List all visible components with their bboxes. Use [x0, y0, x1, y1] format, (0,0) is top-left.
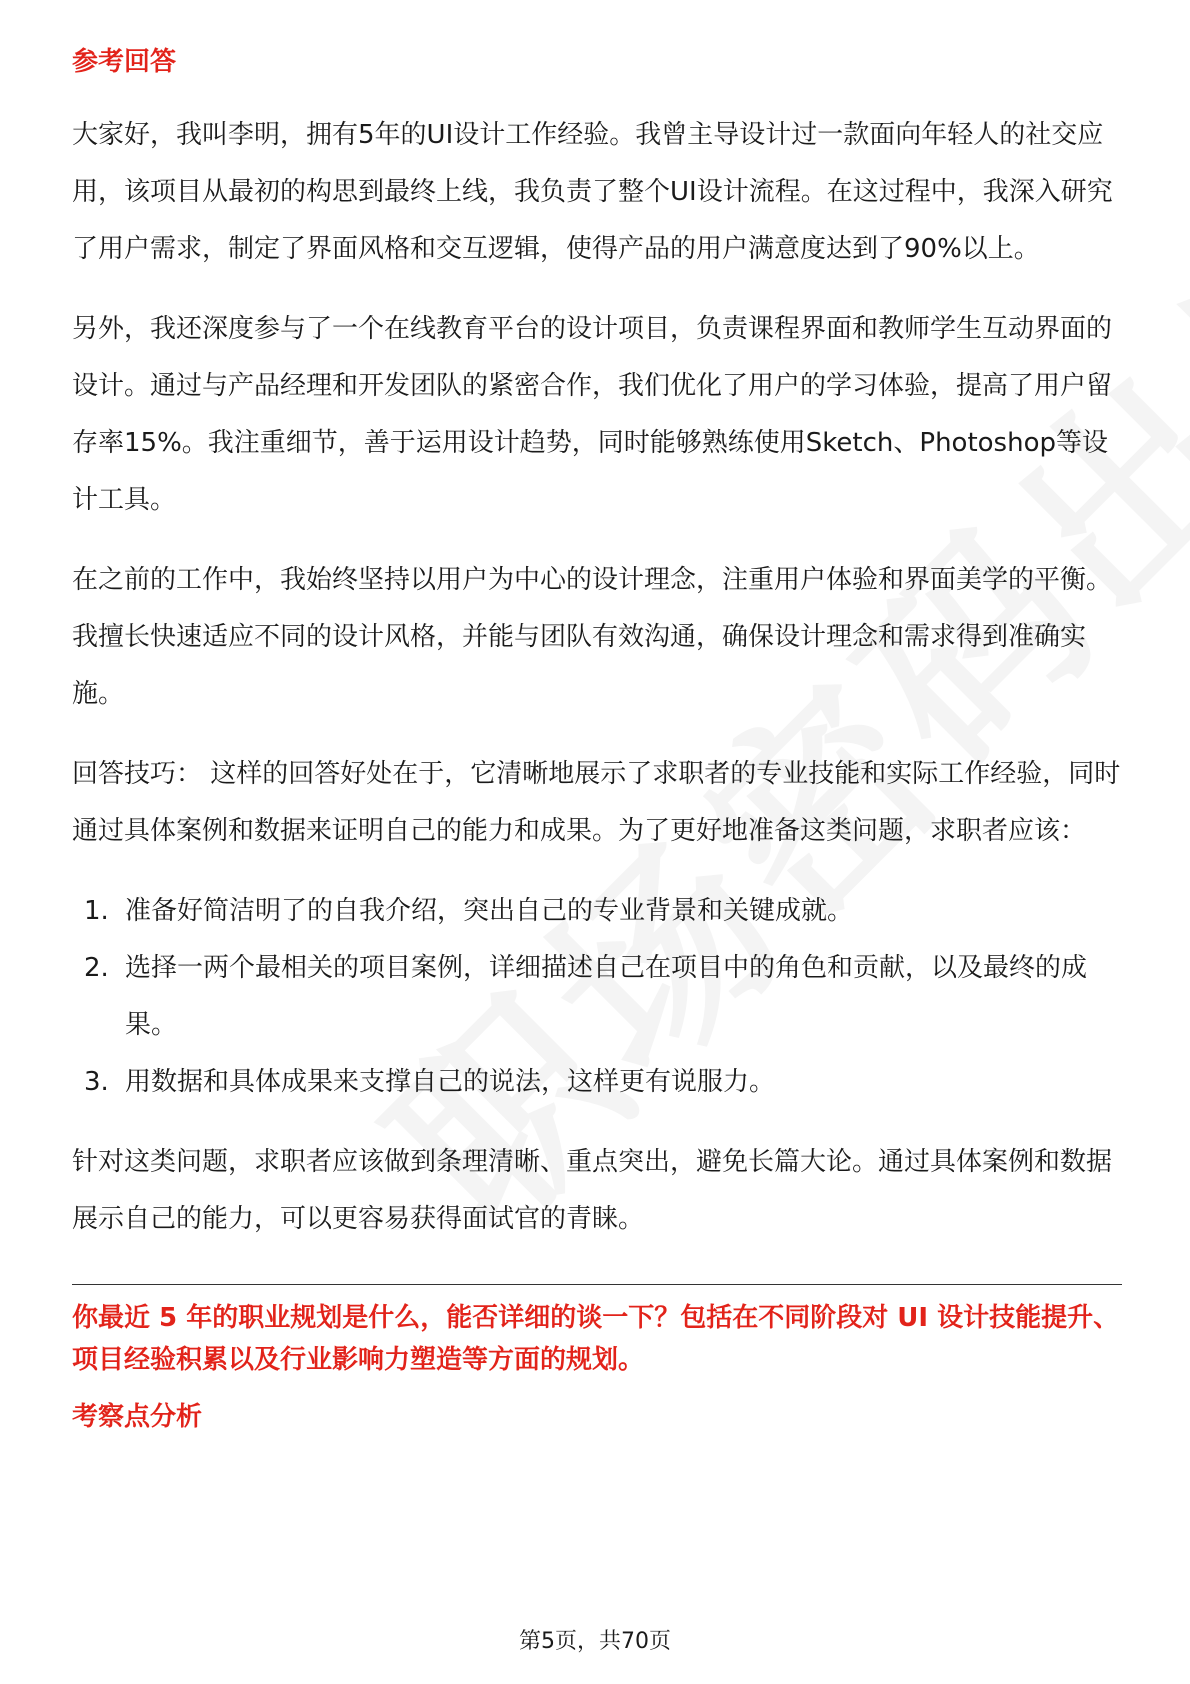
list-number: 1.	[84, 896, 109, 926]
page-number: 第5页，共70页	[519, 1629, 671, 1654]
paragraph-intro: 大家好，我叫李明，拥有5年的UI设计工作经验。我曾主导设计过一款面向年轻人的社交应用，该项目从最初的构思到最终上线，我负责了整个UI设计流程。在这过程中，我深入研究了用户需求，制定了界面风格和交互逻辑，使得产品的用户满意度达到了90%以上。	[72, 120, 1113, 264]
section-heading-analysis: 考察点分析	[72, 1402, 203, 1432]
document-page	[72, 44, 1122, 1435]
list-number: 2.	[84, 953, 109, 983]
tips-list	[72, 883, 1122, 1111]
interview-question: 你最近 5 年的职业规划是什么，能否详细的谈一下？包括在不同阶段对 UI 设计技能提升、项目经验积累以及行业影响力塑造等方面的规划。	[72, 1303, 1120, 1375]
paragraph-answer-tips: 回答技巧： 这样的回答好处在于，它清晰地展示了求职者的专业技能和实际工作经验，同时通过具体案例和数据来证明自己的能力和成果。为了更好地准备这类问题，求职者应该：	[72, 759, 1121, 846]
list-item	[72, 883, 1122, 940]
list-item-text: 选择一两个最相关的项目案例，详细描述自己在项目中的角色和贡献，以及最终的成果。	[125, 953, 1088, 1040]
section-heading-reference-answer: 参考回答	[72, 47, 177, 77]
list-item-text: 准备好简洁明了的自我介绍，突出自己的专业背景和关键成就。	[125, 896, 854, 926]
list-item	[72, 1054, 1122, 1111]
list-item	[72, 940, 1122, 1054]
paragraph-design-philosophy: 在之前的工作中，我始终坚持以用户为中心的设计理念，注重用户体验和界面美学的平衡。我擅长快速适应不同的设计风格，并能与团队有效沟通，确保设计理念和需求得到准确实施。	[72, 565, 1113, 709]
paragraph-education-project: 另外，我还深度参与了一个在线教育平台的设计项目，负责课程界面和教师学生互动界面的设计。通过与产品经理和开发团队的紧密合作，我们优化了用户的学习体验，提高了用户留存率15%。我注重细节，善于运用设计趋势，同时能够熟练使用Sketch、Photoshop等设计工具。	[72, 314, 1113, 515]
list-number: 3.	[84, 1067, 109, 1097]
list-item-text: 用数据和具体成果来支撑自己的说法，这样更有说服力。	[125, 1067, 776, 1097]
paragraph-closing: 针对这类问题，求职者应该做到条理清晰、重点突出，避免长篇大论。通过具体案例和数据展示自己的能力，可以更容易获得面试官的青睐。	[72, 1147, 1113, 1234]
